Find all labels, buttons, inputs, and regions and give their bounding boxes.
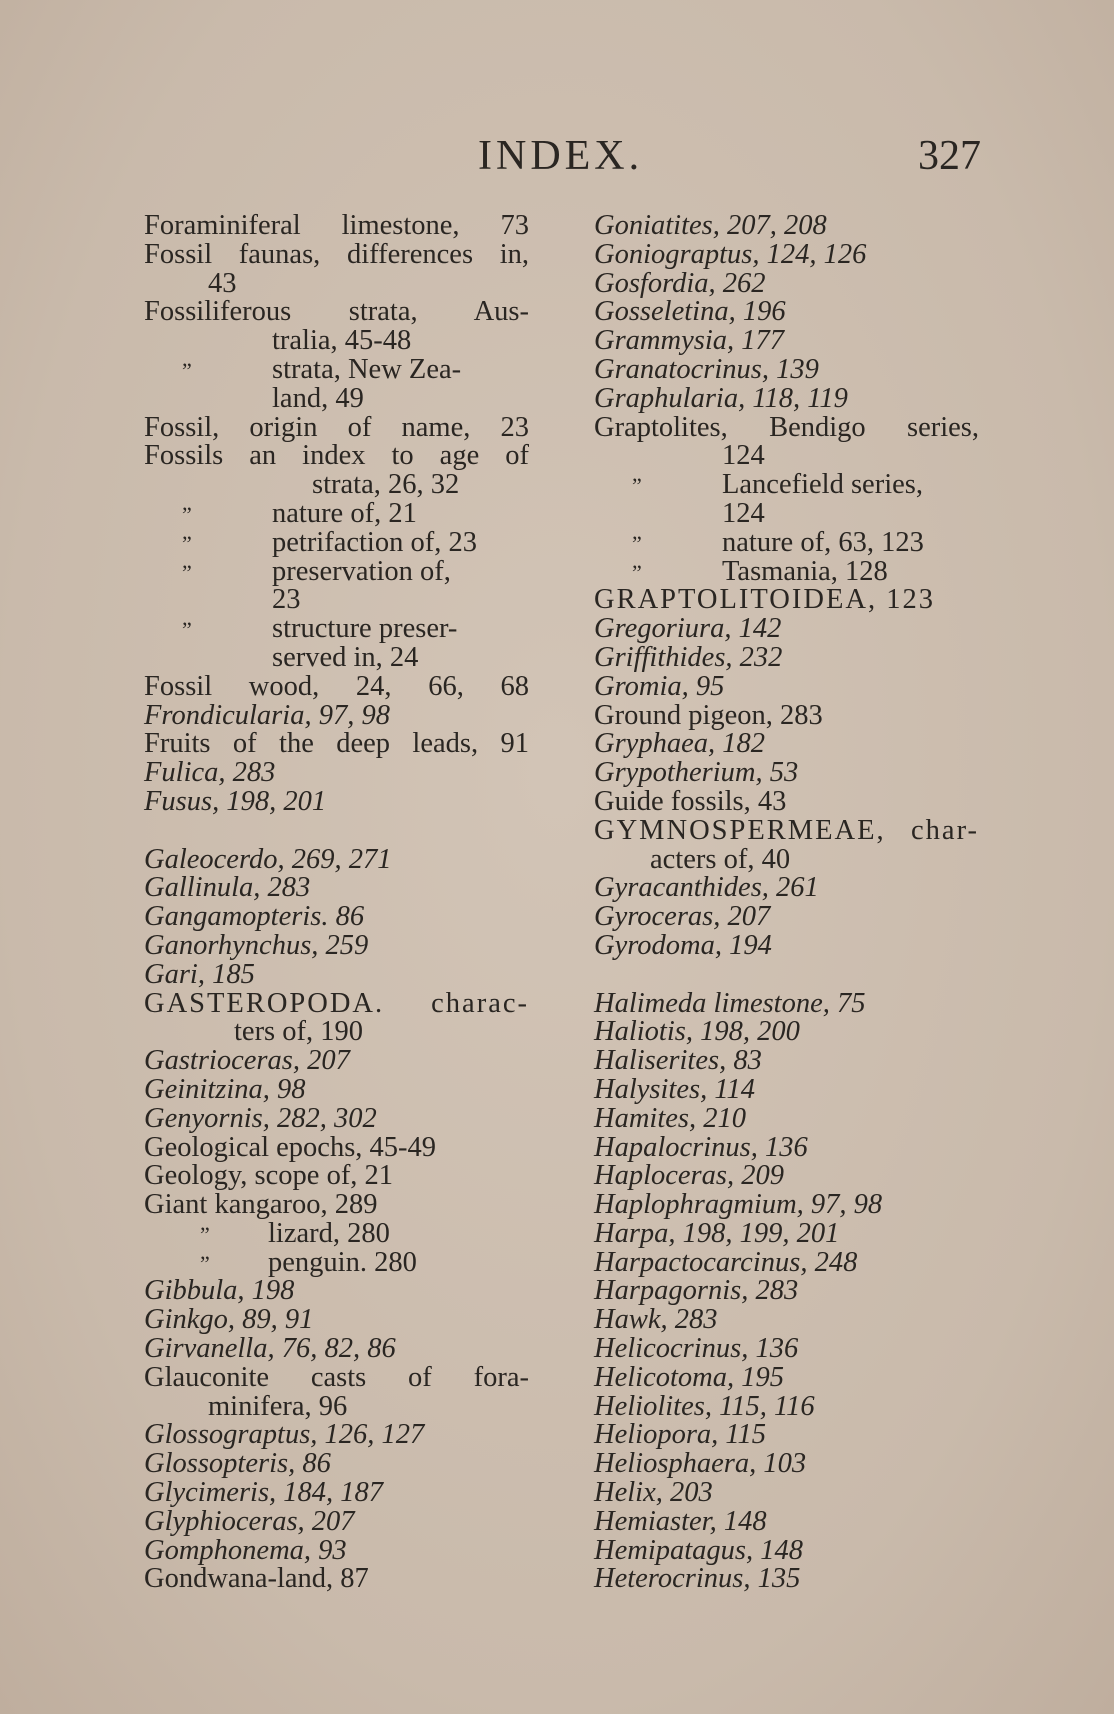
ditto-mark: ” (182, 617, 192, 643)
index-entry: Fossil wood, 24, 66, 68 (144, 670, 529, 702)
index-entry: Gyroceras, 207 (594, 901, 771, 933)
index-entry: Glyphioceras, 207 (144, 1505, 355, 1537)
index-entry: Glossopteris, 86 (144, 1448, 331, 1480)
index-entry: Fulica, 283 (144, 757, 276, 789)
index-subentry (144, 555, 529, 587)
index-entry: Graptolites, Bendigo series, (594, 411, 979, 443)
index-entry: Ganorhynchus, 259 (144, 929, 369, 961)
ditto-mark: ” (200, 1221, 210, 1247)
index-subentry (144, 615, 529, 644)
index-entry-text: penguin. 280 (268, 1246, 417, 1278)
index-entry: Guide fossils, 43 (594, 785, 787, 817)
index-entry: land, 49 (272, 382, 364, 414)
index-subentry (594, 471, 979, 500)
index-column-left (144, 212, 529, 1594)
index-entry: 43 (208, 267, 237, 299)
index-entry: Heliopora, 115 (594, 1419, 767, 1451)
index-entry: Helicocrinus, 136 (594, 1333, 799, 1365)
index-entry-text: nature of, 21 (272, 497, 417, 529)
index-entry: Gondwana-land, 87 (144, 1563, 369, 1595)
index-column-right (594, 212, 979, 1594)
index-entry-text: strata, New Zea- (272, 353, 462, 385)
ditto-mark: ” (632, 473, 642, 499)
index-entry: Halysites, 114 (594, 1073, 755, 1105)
index-subentry (144, 1246, 529, 1278)
index-entry: Genyornis, 282, 302 (144, 1102, 377, 1134)
index-subentry (594, 555, 979, 587)
index-entry: Heterocrinus, 135 (594, 1563, 801, 1595)
index-entry: Gosfordia, 262 (594, 267, 766, 299)
index-subentry (144, 353, 529, 385)
index-entry-text: lizard, 280 (268, 1217, 390, 1249)
index-entry: Hamites, 210 (594, 1102, 746, 1134)
ditto-mark: ” (632, 559, 642, 585)
index-entry: Hemiaster, 148 (594, 1505, 767, 1537)
index-entry-text: petrifaction of, 23 (272, 526, 477, 558)
page-title: INDEX. (478, 133, 644, 179)
section-gap (594, 961, 979, 990)
index-entry: Hemipatagus, 148 (594, 1534, 803, 1566)
index-entry: Giant kangaroo, 289 (144, 1189, 378, 1221)
index-entry: Haliserites, 83 (594, 1045, 762, 1077)
index-entry: Fusus, 198, 201 (144, 785, 327, 817)
index-entry: Fossils an index to age of (144, 440, 529, 472)
index-entry: Frondicularia, 97, 98 (144, 699, 390, 731)
index-entry: Haliotis, 198, 200 (594, 1016, 800, 1048)
index-subentry (594, 526, 979, 558)
index-entry-text: Lancefield series, (722, 469, 923, 501)
section-gap (144, 817, 529, 846)
index-entry: Gromia, 95 (594, 670, 725, 702)
index-entry: minifera, 96 (208, 1390, 348, 1422)
index-subentry (144, 497, 529, 529)
index-entry: Gastrioceras, 207 (144, 1045, 350, 1077)
index-entry: ters of, 190 (234, 1016, 364, 1048)
index-entry: Geology, scope of, 21 (144, 1160, 394, 1192)
index-entry: Goniograptus, 124, 126 (594, 238, 867, 270)
page-header (0, 132, 1114, 182)
index-entry: Haplophragmium, 97, 98 (594, 1189, 883, 1221)
index-subentry (144, 526, 529, 558)
index-entry: Heliosphaera, 103 (594, 1448, 807, 1480)
index-entry: Granatocrinus, 139 (594, 353, 819, 385)
index-entry: Galeocerdo, 269, 271 (144, 843, 392, 875)
index-entry: Gyracanthides, 261 (594, 872, 819, 904)
index-entry: Gomphonema, 93 (144, 1534, 347, 1566)
index-entry: Griffithides, 232 (594, 641, 783, 673)
ditto-mark: ” (182, 501, 192, 527)
index-entry: Geinitzina, 98 (144, 1073, 306, 1105)
ditto-mark: ” (182, 357, 192, 383)
index-entry: tralia, 45-48 (272, 325, 412, 357)
page-number: 327 (918, 133, 981, 179)
index-entry: Geological epochs, 45-49 (144, 1131, 437, 1163)
index-entry-text: nature of, 63, 123 (722, 526, 924, 558)
index-entry: GYMNOSPERMEAE, char- (594, 814, 979, 846)
index-entry-text: preservation of, (272, 555, 451, 587)
index-entry: 23 (272, 584, 301, 616)
index-entry: Gregoriura, 142 (594, 613, 782, 645)
index-entry: Helix, 203 (594, 1477, 713, 1509)
index-entry: served in, 24 (272, 641, 419, 673)
index-entry: Foraminiferal limestone, 73 (144, 210, 529, 241)
index-entry: Helicotoma, 195 (594, 1361, 784, 1393)
index-entry: Heliolites, 115, 116 (594, 1390, 815, 1422)
index-entry: Fossiliferous strata, Aus- (144, 296, 529, 328)
index-entry: strata, 26, 32 (312, 469, 460, 501)
index-entry: Gryphaea, 182 (594, 728, 765, 760)
index-entry: Fossil faunas, differences in, (144, 238, 529, 270)
index-entry-text: Tasmania, 128 (722, 555, 888, 587)
index-entry: Fruits of the deep leads, 91 (144, 728, 529, 760)
index-entry: Girvanella, 76, 82, 86 (144, 1333, 396, 1365)
index-entry: acters of, 40 (650, 843, 791, 875)
index-entry: Goniatites, 207, 208 (594, 210, 827, 241)
index-entry: Gosseletina, 196 (594, 296, 786, 328)
index-entry: Harpagornis, 283 (594, 1275, 799, 1307)
index-entry: Glossograptus, 126, 127 (144, 1419, 425, 1451)
index-entry: Hawk, 283 (594, 1304, 718, 1336)
index-entry: Harpactocarcinus, 248 (594, 1246, 858, 1278)
index-entry: Gallinula, 283 (144, 872, 311, 904)
index-entry: Glauconite casts of fora- (144, 1361, 529, 1393)
ditto-mark: ” (182, 530, 192, 556)
index-entry: Grammysia, 177 (594, 325, 784, 357)
index-entry: Hapalocrinus, 136 (594, 1131, 808, 1163)
index-entry: 124 (722, 497, 765, 529)
index-entry: GRAPTOLITOIDEA, 123 (594, 584, 935, 616)
index-entry: 124 (722, 440, 765, 472)
ditto-mark: ” (632, 530, 642, 556)
index-entry: Graphularia, 118, 119 (594, 382, 848, 414)
index-entry: Gangamopteris. 86 (144, 901, 365, 933)
index-entry: Ginkgo, 89, 91 (144, 1304, 314, 1336)
index-entry: Gibbula, 198 (144, 1275, 295, 1307)
index-entry: Ground pigeon, 283 (594, 699, 823, 731)
index-entry: GASTEROPODA. charac- (144, 987, 529, 1019)
index-entry: Fossil, origin of name, 23 (144, 411, 529, 443)
ditto-mark: ” (200, 1250, 210, 1276)
ditto-mark: ” (182, 559, 192, 585)
index-entry: Glycimeris, 184, 187 (144, 1477, 384, 1509)
index-entry-text: structure preser- (272, 613, 458, 645)
index-entry: Grypotherium, 53 (594, 757, 799, 789)
index-entry: Halimeda limestone, 75 (594, 987, 866, 1019)
index-entry: Harpa, 198, 199, 201 (594, 1217, 840, 1249)
index-entry: Gari, 185 (144, 958, 255, 990)
index-entry: Gyrodoma, 194 (594, 929, 772, 961)
index-subentry (144, 1217, 529, 1249)
index-entry: Haploceras, 209 (594, 1160, 784, 1192)
